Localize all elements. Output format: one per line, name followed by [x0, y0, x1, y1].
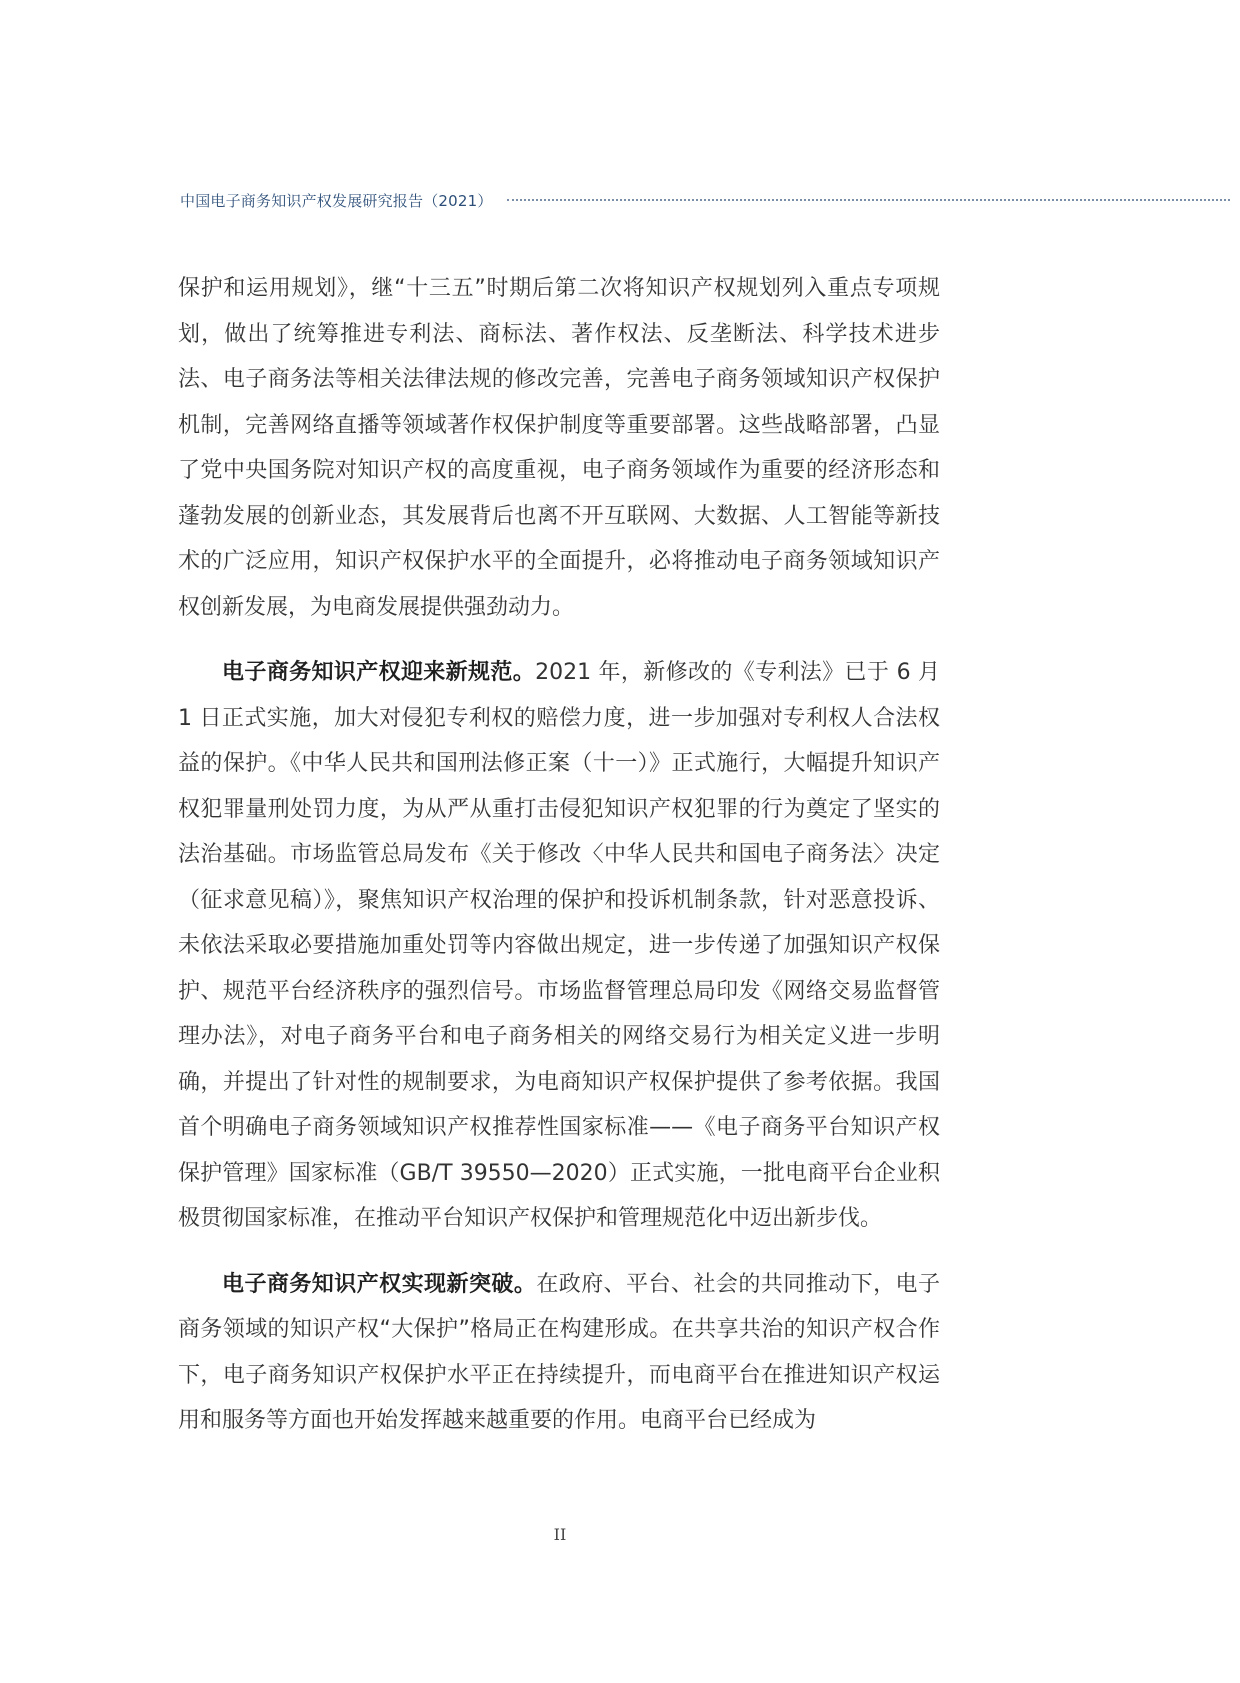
- paragraph-text: 在政府、平台、社会的共同推动下，电子商务领域的知识产权“大保护”格局正在构建形成。在共享共治的知识产权合作下，电子商务知识产权保护水平正在持续提升，而电商平台在推进知识产权运用和服务等方面也开始发挥越来越重要的作用。电商平台已经成为: [178, 1271, 940, 1433]
- report-title: 中国电子商务知识产权发展研究报告（2021）: [180, 191, 493, 210]
- paragraph-text: 2021 年，新修改的《专利法》已于 6 月 1 日正式实施，加大对侵犯专利权的赔偿力度，进一步加强对专利权人合法权益的保护。《中华人民共和国刑法修正案（十一）》正式施行，大幅提升知识产权犯罪量刑处罚力度，为从严从重打击侵犯知识产权犯罪的行为奠定了坚实的法治基础。市场监管总局发布《关于修改〈中华人民共和国电子商务法〉决定（征求意见稿）》，聚焦知识产权治理的保护和投诉机制条款，针对恶意投诉、未依法采取必要措施加重处罚等内容做出规定，进一步传递了加强知识产权保护、规范平台经济秩序的强烈信号。市场监督管理总局印发《网络交易监督管理办法》，对电子商务平台和电子商务相关的网络交易行为相关定义进一步明确，并提出了针对性的规制要求，为电商知识产权保护提供了参考依据。我国首个明确电子商务领域知识产权推荐性国家标准——《电子商务平台知识产权保护管理》国家标准（GB/T 39550—2020）正式实施，一批电商平台企业积极贯彻国家标准，在推动平台知识产权保护和管理规范化中迈出新步伐。: [178, 660, 940, 1231]
- header-dotted-rule: [507, 199, 1230, 201]
- paragraph-continued: [178, 266, 940, 630]
- paragraph-new-norms: [178, 650, 940, 1242]
- page-number: II: [553, 1525, 567, 1544]
- paragraph-text: 保护和运用规划》，继“十三五”时期后第二次将知识产权规划列入重点专项规划，做出了统筹推进专利法、商标法、著作权法、反垄断法、科学技术进步法、电子商务法等相关法律法规的修改完善，完善电子商务领域知识产权保护机制，完善网络直播等领域著作权保护制度等重要部署。这些战略部署，凸显了党中央国务院对知识产权的高度重视，电子商务领域作为重要的经济形态和蓬勃发展的创新业态，其发展背后也离不开互联网、大数据、人工智能等新技术的广泛应用，知识产权保护水平的全面提升，必将推动电子商务领域知识产权创新发展，为电商发展提供强劲动力。: [178, 276, 940, 620]
- body-text: [178, 266, 940, 1464]
- paragraph-lead-heading: 电子商务知识产权实现新突破。: [222, 1271, 537, 1297]
- paragraph-new-breakthrough: [178, 1262, 940, 1444]
- running-header: [180, 188, 1230, 212]
- paragraph-lead-heading: 电子商务知识产权迎来新规范。: [222, 660, 536, 685]
